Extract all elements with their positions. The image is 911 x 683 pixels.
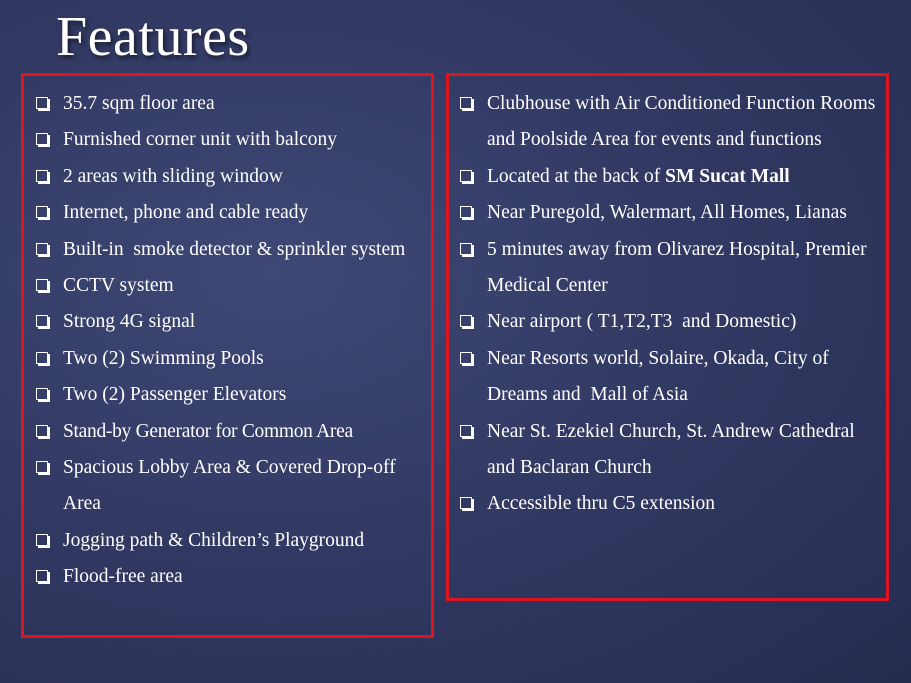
list-item: Near Puregold, Walermart, All Homes, Lianas <box>460 195 882 231</box>
list-item: Near Resorts world, Solaire, Okada, City of Dreams and Mall of Asia <box>460 341 882 414</box>
checkbox-bullet-icon <box>36 97 48 109</box>
features-box-left <box>21 73 434 638</box>
list-item: Furnished corner unit with balcony <box>36 122 427 158</box>
checkbox-bullet-icon <box>36 170 48 182</box>
list-item: 5 minutes away from Olivarez Hospital, Premier Medical Center <box>460 232 882 305</box>
list-item: Strong 4G signal <box>36 304 427 340</box>
page-title: Features <box>56 6 250 68</box>
list-item: Flood-free area <box>36 559 427 595</box>
list-item: Located at the back of SM Sucat Mall <box>460 159 882 195</box>
list-item: 2 areas with sliding window <box>36 159 427 195</box>
list-item: Near St. Ezekiel Church, St. Andrew Cathedral and Baclaran Church <box>460 414 882 487</box>
checkbox-bullet-icon <box>460 352 472 364</box>
features-list-right <box>460 86 882 523</box>
features-box-right <box>446 73 889 601</box>
features-list-left <box>36 86 427 596</box>
list-item: 35.7 sqm floor area <box>36 86 427 122</box>
list-item: Clubhouse with Air Conditioned Function Rooms and Poolside Area for events and functions <box>460 86 882 159</box>
list-item: Two (2) Swimming Pools <box>36 341 427 377</box>
mall-name: SM Sucat Mall <box>665 165 790 187</box>
checkbox-bullet-icon <box>36 534 48 546</box>
list-item: Built-in smoke detector & sprinkler system <box>36 232 427 268</box>
checkbox-bullet-icon <box>460 497 472 509</box>
list-item: Spacious Lobby Area & Covered Drop-off Area <box>36 450 427 523</box>
list-item: Stand-by Generator for Common Area <box>36 414 427 450</box>
checkbox-bullet-icon <box>460 170 472 182</box>
checkbox-bullet-icon <box>36 206 48 218</box>
checkbox-bullet-icon <box>460 243 472 255</box>
checkbox-bullet-icon <box>36 243 48 255</box>
checkbox-bullet-icon <box>36 388 48 400</box>
list-item: Accessible thru C5 extension <box>460 486 882 522</box>
list-item: Near airport ( T1,T2,T3 and Domestic) <box>460 304 882 340</box>
list-item: Jogging path & Children’s Playground <box>36 523 427 559</box>
list-item: CCTV system <box>36 268 427 304</box>
checkbox-bullet-icon <box>460 425 472 437</box>
checkbox-bullet-icon <box>36 425 48 437</box>
checkbox-bullet-icon <box>36 570 48 582</box>
checkbox-bullet-icon <box>36 461 48 473</box>
list-item: Two (2) Passenger Elevators <box>36 377 427 413</box>
checkbox-bullet-icon <box>36 315 48 327</box>
list-item: Internet, phone and cable ready <box>36 195 427 231</box>
checkbox-bullet-icon <box>460 97 472 109</box>
checkbox-bullet-icon <box>460 206 472 218</box>
checkbox-bullet-icon <box>36 279 48 291</box>
checkbox-bullet-icon <box>36 133 48 145</box>
checkbox-bullet-icon <box>460 315 472 327</box>
checkbox-bullet-icon <box>36 352 48 364</box>
